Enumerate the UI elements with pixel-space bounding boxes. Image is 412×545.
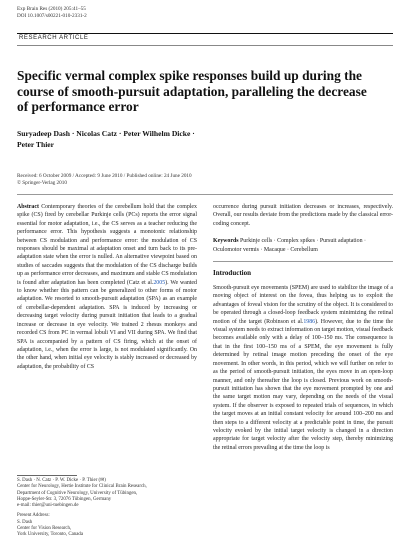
authors-line-2: Peter Thier <box>17 140 55 149</box>
author-list <box>17 128 347 150</box>
abstract-text-part-1: Contemporary theories of the cerebellum hold that the complex spike (CS) fired by cerebellar Purkinje cells (PCs) reports the error signal essential for motor adaptation, i.e., the CS serves as a teacher reducing the performance error. This hypothesis suggests a monotonic relationship between CS modulation and performance error: the modulation of CS responses should be maximal at adaptation onset and turn back to its pre-adaptation state when the error is nulled. An alternative viewpoint based on studies of saccades suggests that the modulation of the CS discharge builds up as performance error decreases, and maximum and stable CS modulation is found after adaptation has been completed (Catz et al. <box>17 204 197 286</box>
journal-citation: Exp Brain Res (2010) 205:41–55 <box>17 6 86 12</box>
publication-dates <box>17 173 192 187</box>
affiliation-authors: S. Dash · N. Catz · P. W. Dicke · P. Thier (✉) <box>17 478 106 483</box>
authors-line-1: Suryadeep Dash · Nicolas Catz · Peter Wilhelm Dicke · <box>17 129 195 138</box>
doi-line: DOI 10.1007/s00221-010-2331-2 <box>17 13 87 19</box>
keywords-paragraph <box>213 237 393 254</box>
intro-citation-link[interactable]: 1986 <box>303 318 316 325</box>
copyright-line: © Springer-Verlag 2010 <box>17 180 67 186</box>
article-title: Specific vermal complex spike responses build up during the course of smooth-pursuit adaptation, paralleling the decrease of performance error <box>17 68 367 114</box>
affiliation-institute: Center for Neurology, Hertie Institute for Clinical Brain Research, <box>17 484 147 490</box>
intro-text-part-2: ). However, due to the time the visual system needs to extract information on target motion, visual feedback becomes available only with a delay of 100–150 ms. The consequence is that in the first 100–150 ms of a SPEM, the eye movement is fully determined by retinal image motion preceding the onset of the eye movement. In other words, in this period, which we will further on refer to as the period of smooth-pursuit initiation, the eyes move in an open-loop manner, and only thereafter the loop is closed. Previous work on smooth-pursuit initiation has shown that the eye movement prompted by one and the same target motion may vary, depending on the needs of the visual system. If the observer is exposed to repeated trials of sequences, in which the target moves at an initial constant velocity for around 100–200 ms and then steps to a different velocity at a predictable point in time, the pursuit velocity evoked by the initial target velocity is changed in a direction appropriate for target velocity after the velocity step, thereby minimizing the retinal errors prevailing at the time the loop is <box>213 318 393 451</box>
left-column <box>17 203 197 371</box>
divider-rule <box>17 194 393 195</box>
section-label: RESEARCH ARTICLE <box>19 35 89 41</box>
keywords-divider <box>213 261 393 262</box>
abstract-citation-link[interactable]: 2005 <box>153 279 166 286</box>
keywords-list: Purkinje cells · Complex spikes · Pursuit adaptation · Oculomotor vermis · Macaque · Cerebellum <box>213 238 366 253</box>
affiliation-divider <box>17 475 77 476</box>
abstract-continued: occurrence during pursuit initiation decreases or increases, respectively. Overall, our results deviate from the predictions made by the classical error-coding concept. <box>213 204 393 227</box>
received-accepted-line: Received: 6 October 2009 / Accepted: 9 June 2010 / Published online: 24 June 2010 <box>17 173 192 179</box>
affiliation-address: Hoppe-Seyler-Str. 3, 72076 Tübingen, Germany <box>17 496 112 502</box>
journal-header <box>17 6 87 20</box>
abstract-paragraph <box>17 203 197 371</box>
abstract-heading: Abstract <box>17 204 39 210</box>
affiliation-department: Department of Cognitive Neurology, University of Tübingen, <box>17 490 138 496</box>
present-address-university: York University, Toronto, Canada <box>17 532 83 538</box>
present-address-center: Center for Vision Research, <box>17 526 72 532</box>
present-address-name: S. Dash <box>17 519 33 525</box>
introduction-paragraph <box>213 284 393 452</box>
abstract-text-part-2: ). We wanted to know whether this pattern can be generalized to other forms of motor adaptation. We resorted to smooth-pursuit adaptation (SPA) as an example of cerebellar-dependent adaptation. SPA is induced by increasing or decreasing target velocity during pursuit initiation that leads to a gradual increase or decrease in eye velocity. We trained 2 rhesus monkeys and recorded CS from PC in vermal lobuli VI and VII during SPA. We find that SPA is accompanied by a pattern of CS firing, which at the onset of adaptation, i.e., when the error is large, is not modulated significantly. On the other hand, when initial eye velocity is stably increased or decreased by adaptation, the probability of CS <box>17 279 197 370</box>
affiliation-email[interactable]: e-mail: thier@uni-tuebingen.de <box>17 503 79 509</box>
keywords-heading: Keywords <box>213 238 239 245</box>
section-bar <box>17 33 393 46</box>
introduction-heading: Introduction <box>213 269 251 278</box>
intro-text-part-1: Smooth-pursuit eye movements (SPEM) are used to stabilize the image of a moving object of interest on the fovea, thus helping us to exploit the advantages of foveal vision for the scrutiny of the object. It is considered to be operated through a closed-loop feedback system minimizing the retinal motion of the target (Robinson et al. <box>213 285 393 325</box>
present-address-label: Present Address: <box>17 513 50 519</box>
affiliation-block <box>17 478 197 539</box>
right-column <box>213 203 393 452</box>
